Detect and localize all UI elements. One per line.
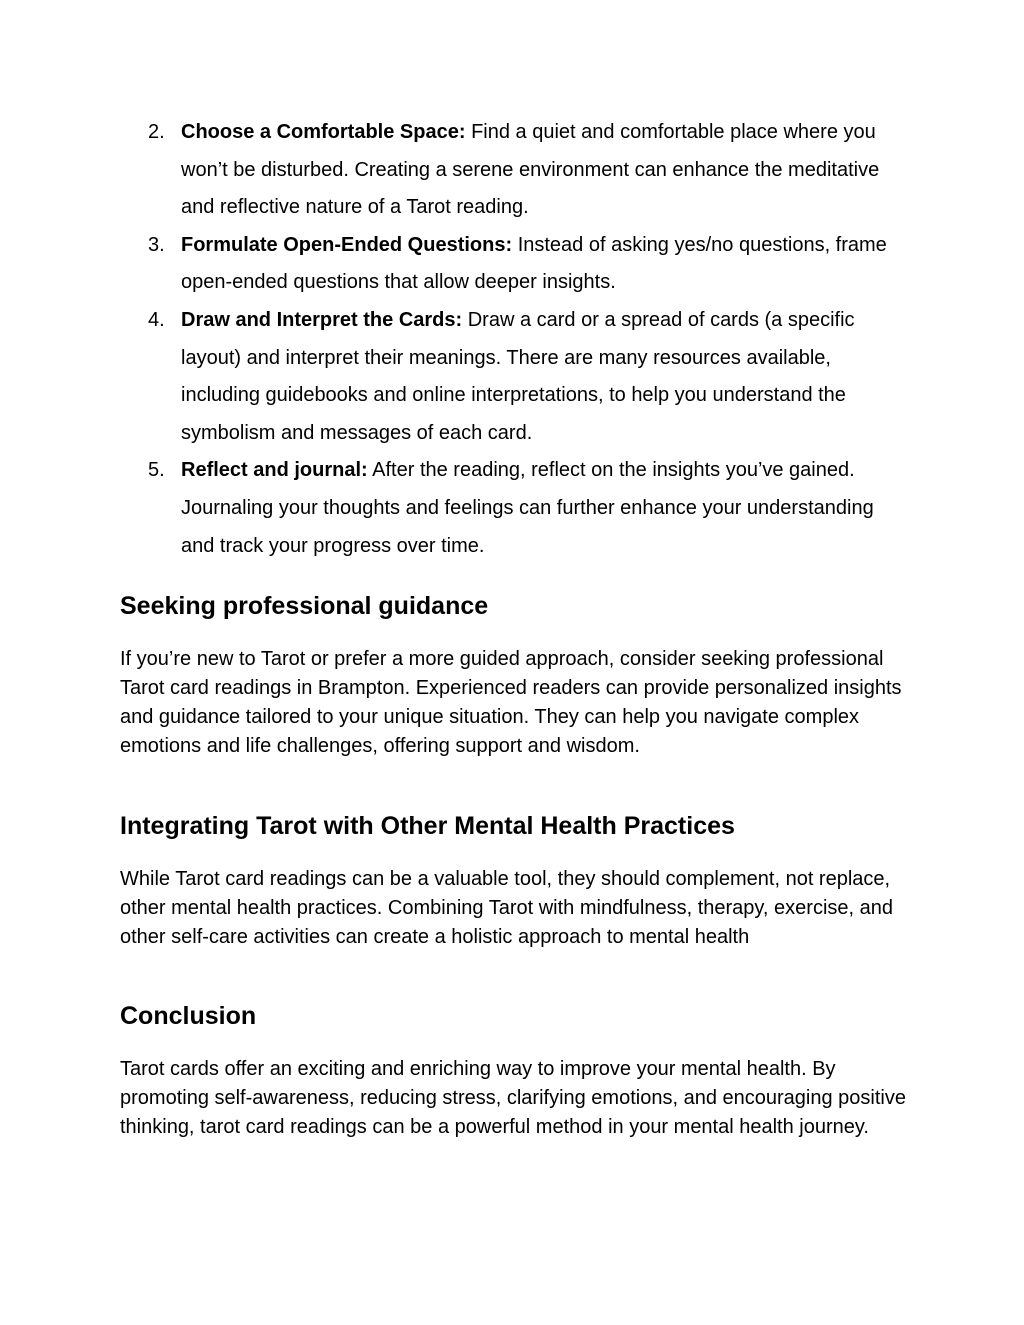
- section-heading-guidance: Seeking professional guidance: [120, 592, 489, 620]
- list-item-title: Choose a Comfortable Space:: [181, 121, 466, 143]
- list-item-number: 4.: [148, 308, 165, 331]
- list-item: [120, 227, 910, 302]
- list-item: [120, 452, 910, 565]
- list-item-title: Reflect and journal:: [181, 459, 368, 482]
- section-heading-integrating: Integrating Tarot with Other Mental Health Practices: [120, 812, 735, 840]
- list-item-title: Formulate Open-Ended Questions:: [181, 233, 513, 256]
- numbered-steps-list: [120, 114, 910, 565]
- list-item-text: Find a quiet and comfortable place where you won’t be disturbed. Creating a serene environment can enhance the meditative and reflective nature of a Tarot reading.: [181, 121, 880, 219]
- list-item-number: 3.: [148, 233, 165, 256]
- section-body-conclusion: Tarot cards offer an exciting and enriching way to improve your mental health. By promoting self-awareness, reducing stress, clarifying emotions, and encouraging positive thinking, tarot card readings can be a powerful method in your mental health journey.: [120, 1058, 906, 1138]
- section-heading-conclusion: Conclusion: [120, 1002, 257, 1030]
- list-item-text: Draw a card or a spread of cards (a specific layout) and interpret their meanings. There are many resources available, including guidebooks and online interpretations, to help you understand the symbolism and messages of each card.: [181, 308, 855, 444]
- section-body-guidance: If you’re new to Tarot or prefer a more guided approach, consider seeking professional Tarot card readings in Brampton. Experienced readers can provide personalized insights and guidance tailored to your unique situation. They can help you navigate complex emotions and life challenges, offering support and wisdom.: [120, 648, 902, 757]
- list-item-text: Instead of asking yes/no questions, frame open-ended questions that allow deeper insights.: [181, 233, 887, 294]
- list-item-number: 2.: [148, 121, 165, 143]
- section-body-integrating: While Tarot card readings can be a valuable tool, they should complement, not replace, other mental health practices. Combining Tarot with mindfulness, therapy, exercise, and other self-care activities can create a holistic approach to mental health: [120, 868, 893, 948]
- list-item-title: Draw and Interpret the Cards:: [181, 308, 463, 331]
- list-item: [120, 302, 910, 452]
- list-item-text: After the reading, reflect on the insights you’ve gained. Journaling your thoughts and feelings can further enhance your understanding and track your progress over time.: [181, 459, 874, 557]
- list-item-number: 5.: [148, 459, 165, 482]
- list-item: [120, 114, 910, 227]
